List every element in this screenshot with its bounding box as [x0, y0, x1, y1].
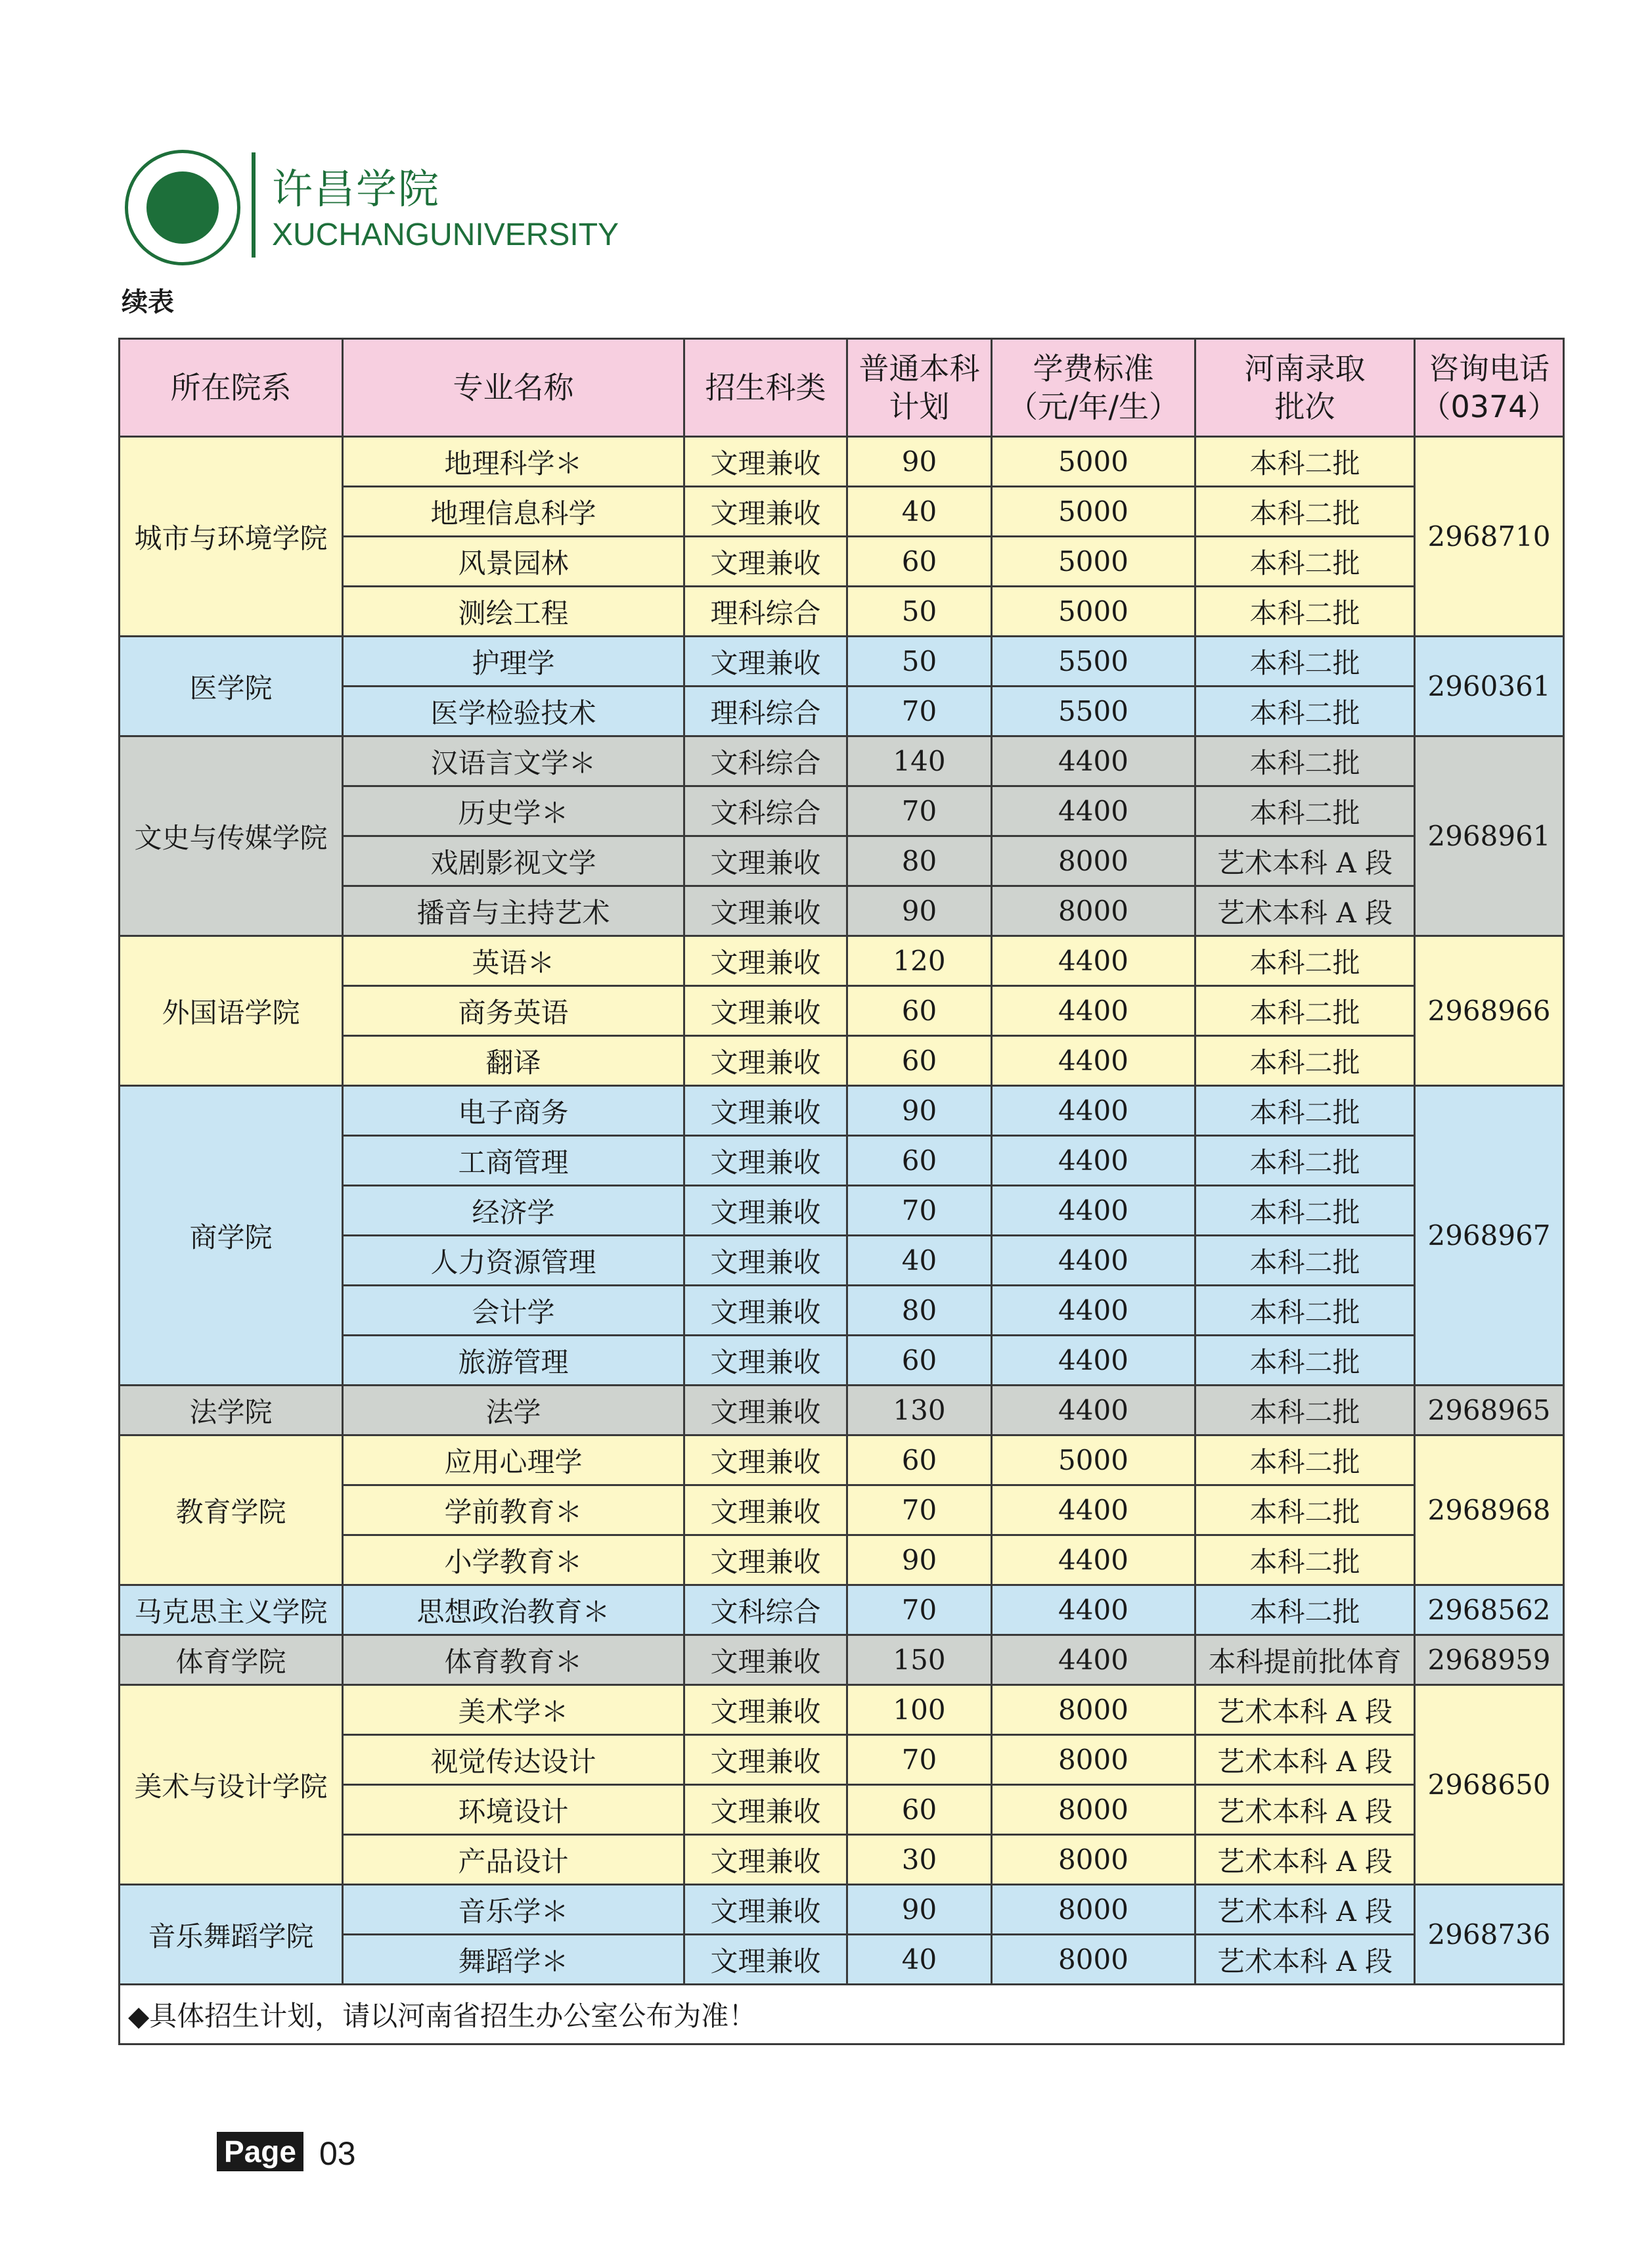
category-cell: 理科综合 [684, 587, 847, 637]
plan-cell: 150 [847, 1635, 992, 1685]
major-cell: 英语＊ [343, 936, 684, 986]
phone-cell: 2968650 [1415, 1685, 1564, 1885]
batch-cell: 本科二批 [1195, 587, 1415, 637]
dept-cell: 马克思主义学院 [120, 1585, 343, 1635]
dept-cell: 法学院 [120, 1386, 343, 1435]
category-cell: 文理兼收 [684, 986, 847, 1036]
batch-cell: 本科二批 [1195, 1136, 1415, 1186]
dept-cell: 音乐舞蹈学院 [120, 1885, 343, 1985]
plan-cell: 90 [847, 1885, 992, 1935]
category-cell: 文理兼收 [684, 1885, 847, 1935]
major-cell: 学前教育＊ [343, 1485, 684, 1535]
major-cell: 护理学 [343, 637, 684, 687]
major-cell: 法学 [343, 1386, 684, 1435]
major-cell: 电子商务 [343, 1086, 684, 1136]
plan-cell: 90 [847, 886, 992, 936]
dept-cell: 医学院 [120, 637, 343, 736]
fee-cell: 4400 [992, 1086, 1195, 1136]
table-row [120, 1585, 1564, 1635]
header-plan-line2: 计划 [889, 389, 950, 424]
batch-cell: 本科二批 [1195, 936, 1415, 986]
major-cell: 地理科学＊ [343, 437, 684, 487]
category-cell: 文理兼收 [684, 1186, 847, 1236]
batch-cell: 本科二批 [1195, 1435, 1415, 1485]
plan-cell: 140 [847, 736, 992, 786]
category-cell: 文理兼收 [684, 437, 847, 487]
logo-emblem [146, 171, 219, 244]
plan-cell: 100 [847, 1685, 992, 1735]
university-name-cn: 许昌学院 [272, 165, 441, 213]
phone-cell: 2968961 [1415, 736, 1564, 936]
batch-cell: 本科二批 [1195, 637, 1415, 687]
phone-cell: 2968968 [1415, 1435, 1564, 1585]
major-cell: 音乐学＊ [343, 1885, 684, 1935]
plan-cell: 90 [847, 437, 992, 487]
fee-cell: 4400 [992, 936, 1195, 986]
plan-cell: 40 [847, 1935, 992, 1985]
batch-cell: 艺术本科 A 段 [1195, 1935, 1415, 1985]
batch-cell: 本科提前批体育 [1195, 1635, 1415, 1685]
batch-cell: 本科二批 [1195, 1386, 1415, 1435]
major-cell: 视觉传达设计 [343, 1735, 684, 1785]
category-cell: 文科综合 [684, 736, 847, 786]
fee-cell: 5000 [992, 487, 1195, 537]
phone-cell: 2968966 [1415, 936, 1564, 1086]
category-cell: 文理兼收 [684, 1785, 847, 1835]
dept-cell: 商学院 [120, 1086, 343, 1386]
category-cell: 文科综合 [684, 786, 847, 836]
batch-cell: 本科二批 [1195, 1585, 1415, 1635]
fee-cell: 4400 [992, 1336, 1195, 1386]
fee-cell: 4400 [992, 1635, 1195, 1685]
dept-cell: 城市与环境学院 [120, 437, 343, 637]
major-cell: 测绘工程 [343, 587, 684, 637]
phone-cell: 2968710 [1415, 437, 1564, 637]
table-row [120, 1885, 1564, 1935]
batch-cell: 艺术本科 A 段 [1195, 1735, 1415, 1785]
header-fee-line1: 学费标准 [1033, 351, 1154, 386]
category-cell: 文理兼收 [684, 1036, 847, 1086]
fee-cell: 4400 [992, 736, 1195, 786]
plan-cell: 50 [847, 637, 992, 687]
category-cell: 文理兼收 [684, 1935, 847, 1985]
dept-cell: 体育学院 [120, 1635, 343, 1685]
table-header-row [120, 339, 1564, 437]
fee-cell: 8000 [992, 836, 1195, 886]
header-phone-line2: （0374） [1420, 389, 1558, 424]
category-cell: 文理兼收 [684, 1535, 847, 1585]
category-cell: 文理兼收 [684, 1485, 847, 1535]
fee-cell: 8000 [992, 1835, 1195, 1885]
category-cell: 文理兼收 [684, 1136, 847, 1186]
fee-cell: 4400 [992, 1186, 1195, 1236]
table-row [120, 1635, 1564, 1685]
category-cell: 文理兼收 [684, 637, 847, 687]
phone-cell: 2960361 [1415, 637, 1564, 736]
batch-cell: 本科二批 [1195, 786, 1415, 836]
major-cell: 戏剧影视文学 [343, 836, 684, 886]
plan-cell: 60 [847, 1136, 992, 1186]
batch-cell: 本科二批 [1195, 537, 1415, 587]
page-label: Page [217, 2132, 303, 2171]
category-cell: 文理兼收 [684, 537, 847, 587]
header-category: 招生科类 [684, 339, 847, 437]
header-phone-line1: 咨询电话 [1429, 351, 1550, 386]
fee-cell: 8000 [992, 1735, 1195, 1785]
major-cell: 美术学＊ [343, 1685, 684, 1735]
phone-cell: 2968967 [1415, 1086, 1564, 1386]
plan-cell: 90 [847, 1535, 992, 1585]
category-cell: 文理兼收 [684, 1685, 847, 1735]
fee-cell: 8000 [992, 1785, 1195, 1835]
fee-cell: 4400 [992, 1286, 1195, 1336]
batch-cell: 艺术本科 A 段 [1195, 1785, 1415, 1835]
category-cell: 文理兼收 [684, 1336, 847, 1386]
major-cell: 播音与主持艺术 [343, 886, 684, 936]
batch-cell: 艺术本科 A 段 [1195, 836, 1415, 886]
header-phone [1415, 339, 1564, 437]
dept-cell: 外国语学院 [120, 936, 343, 1086]
fee-cell: 5500 [992, 637, 1195, 687]
plan-cell: 60 [847, 1435, 992, 1485]
major-cell: 舞蹈学＊ [343, 1935, 684, 1985]
plan-cell: 40 [847, 1236, 992, 1286]
major-cell: 翻译 [343, 1036, 684, 1086]
batch-cell: 本科二批 [1195, 487, 1415, 537]
category-cell: 文科综合 [684, 1585, 847, 1635]
category-cell: 文理兼收 [684, 1735, 847, 1785]
batch-cell: 本科二批 [1195, 736, 1415, 786]
major-cell: 地理信息科学 [343, 487, 684, 537]
plan-cell: 90 [847, 1086, 992, 1136]
fee-cell: 4400 [992, 1236, 1195, 1286]
plan-cell: 80 [847, 836, 992, 886]
plan-cell: 60 [847, 1336, 992, 1386]
fee-cell: 5000 [992, 1435, 1195, 1485]
batch-cell: 本科二批 [1195, 1036, 1415, 1086]
table-row [120, 1685, 1564, 1735]
major-cell: 医学检验技术 [343, 687, 684, 736]
header-major: 专业名称 [343, 339, 684, 437]
plan-cell: 120 [847, 936, 992, 986]
batch-cell: 本科二批 [1195, 1186, 1415, 1236]
header-fee [992, 339, 1195, 437]
phone-cell: 2968959 [1415, 1635, 1564, 1685]
fee-cell: 5500 [992, 687, 1195, 736]
batch-cell: 艺术本科 A 段 [1195, 1885, 1415, 1935]
category-cell: 文理兼收 [684, 836, 847, 886]
plan-cell: 70 [847, 786, 992, 836]
batch-cell: 本科二批 [1195, 1286, 1415, 1336]
batch-cell: 本科二批 [1195, 1336, 1415, 1386]
table-body [120, 437, 1564, 1985]
header-divider [252, 152, 256, 258]
plan-cell: 60 [847, 1785, 992, 1835]
table-row [120, 437, 1564, 487]
plan-cell: 50 [847, 587, 992, 637]
major-cell: 环境设计 [343, 1785, 684, 1835]
plan-cell: 40 [847, 487, 992, 537]
header-batch [1195, 339, 1415, 437]
header-plan-line1: 普通本科 [859, 351, 980, 386]
batch-cell: 本科二批 [1195, 1236, 1415, 1286]
plan-cell: 70 [847, 1186, 992, 1236]
plan-cell: 30 [847, 1835, 992, 1885]
table-row [120, 1435, 1564, 1485]
plan-cell: 70 [847, 687, 992, 736]
fee-cell: 8000 [992, 1935, 1195, 1985]
fee-cell: 4400 [992, 986, 1195, 1036]
major-cell: 历史学＊ [343, 786, 684, 836]
major-cell: 产品设计 [343, 1835, 684, 1885]
category-cell: 理科综合 [684, 687, 847, 736]
batch-cell: 艺术本科 A 段 [1195, 886, 1415, 936]
fee-cell: 4400 [992, 1136, 1195, 1186]
category-cell: 文理兼收 [684, 1635, 847, 1685]
header-plan [847, 339, 992, 437]
plan-cell: 70 [847, 1735, 992, 1785]
major-cell: 工商管理 [343, 1136, 684, 1186]
fee-cell: 8000 [992, 1885, 1195, 1935]
note-row [120, 1985, 1564, 2044]
fee-cell: 5000 [992, 537, 1195, 587]
plan-cell: 80 [847, 1286, 992, 1336]
header-batch-line2: 批次 [1274, 389, 1335, 424]
major-cell: 旅游管理 [343, 1336, 684, 1386]
major-cell: 体育教育＊ [343, 1635, 684, 1685]
category-cell: 文理兼收 [684, 886, 847, 936]
enrollment-plan-table [118, 338, 1565, 2045]
batch-cell: 本科二批 [1195, 1485, 1415, 1535]
category-cell: 文理兼收 [684, 1086, 847, 1136]
fee-cell: 8000 [992, 886, 1195, 936]
category-cell: 文理兼收 [684, 1835, 847, 1885]
batch-cell: 本科二批 [1195, 437, 1415, 487]
header-fee-line2: （元/年/生） [1008, 389, 1179, 424]
table-row [120, 736, 1564, 786]
plan-cell: 70 [847, 1485, 992, 1535]
phone-cell: 2968965 [1415, 1386, 1564, 1435]
plan-cell: 130 [847, 1386, 992, 1435]
phone-cell: 2968736 [1415, 1885, 1564, 1985]
category-cell: 文理兼收 [684, 1435, 847, 1485]
category-cell: 文理兼收 [684, 487, 847, 537]
university-logo-icon [125, 150, 240, 265]
major-cell: 汉语言文学＊ [343, 736, 684, 786]
dept-cell: 教育学院 [120, 1435, 343, 1585]
fee-cell: 8000 [992, 1685, 1195, 1735]
batch-cell: 艺术本科 A 段 [1195, 1835, 1415, 1885]
fee-cell: 4400 [992, 1485, 1195, 1535]
major-cell: 经济学 [343, 1186, 684, 1236]
university-name-en: XUCHANGUNIVERSITY [272, 217, 619, 252]
note-text: ◆具体招生计划，请以河南省招生办公室公布为准！ [120, 1985, 1564, 2044]
major-cell: 人力资源管理 [343, 1236, 684, 1286]
major-cell: 商务英语 [343, 986, 684, 1036]
major-cell: 应用心理学 [343, 1435, 684, 1485]
plan-cell: 70 [847, 1585, 992, 1635]
header-batch-line1: 河南录取 [1244, 351, 1366, 386]
dept-cell: 文史与传媒学院 [120, 736, 343, 936]
category-cell: 文理兼收 [684, 936, 847, 986]
category-cell: 文理兼收 [684, 1386, 847, 1435]
fee-cell: 4400 [992, 1036, 1195, 1086]
fee-cell: 4400 [992, 1535, 1195, 1585]
plan-cell: 60 [847, 986, 992, 1036]
continued-label: 续表 [122, 287, 174, 317]
major-cell: 小学教育＊ [343, 1535, 684, 1585]
fee-cell: 4400 [992, 1585, 1195, 1635]
fee-cell: 5000 [992, 587, 1195, 637]
batch-cell: 本科二批 [1195, 986, 1415, 1036]
major-cell: 思想政治教育＊ [343, 1585, 684, 1635]
plan-cell: 60 [847, 1036, 992, 1086]
batch-cell: 本科二批 [1195, 1535, 1415, 1585]
table-row [120, 1086, 1564, 1136]
header-dept: 所在院系 [120, 339, 343, 437]
major-cell: 会计学 [343, 1286, 684, 1336]
fee-cell: 4400 [992, 786, 1195, 836]
batch-cell: 本科二批 [1195, 1086, 1415, 1136]
major-cell: 风景园林 [343, 537, 684, 587]
category-cell: 文理兼收 [684, 1236, 847, 1286]
table-row [120, 1386, 1564, 1435]
page-number: 03 [319, 2135, 356, 2172]
fee-cell: 5000 [992, 437, 1195, 487]
fee-cell: 4400 [992, 1386, 1195, 1435]
table-row [120, 637, 1564, 687]
phone-cell: 2968562 [1415, 1585, 1564, 1635]
dept-cell: 美术与设计学院 [120, 1685, 343, 1885]
plan-cell: 60 [847, 537, 992, 587]
batch-cell: 本科二批 [1195, 687, 1415, 736]
category-cell: 文理兼收 [684, 1286, 847, 1336]
batch-cell: 艺术本科 A 段 [1195, 1685, 1415, 1735]
table-row [120, 936, 1564, 986]
